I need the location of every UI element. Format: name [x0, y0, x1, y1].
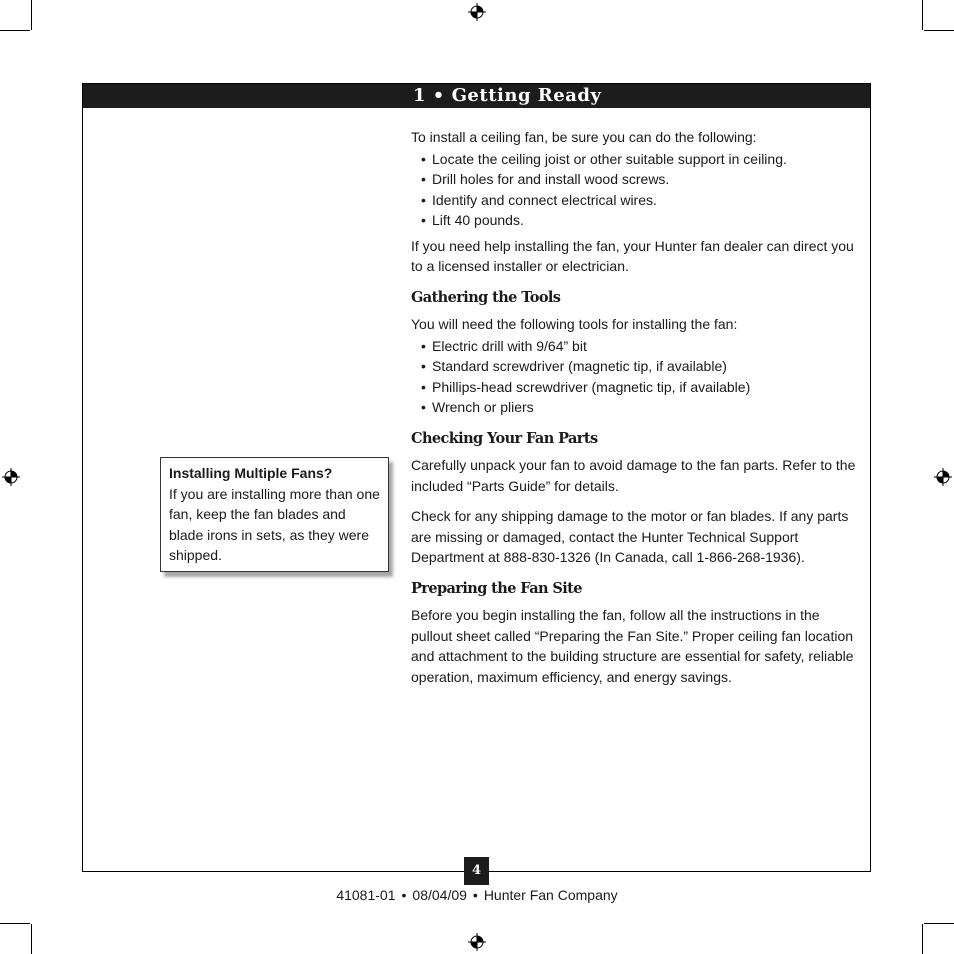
- registration-crosshair-icon: [468, 933, 486, 951]
- site-heading: Preparing the Fan Site: [411, 579, 582, 597]
- note-title: Installing Multiple Fans?: [169, 465, 333, 481]
- list-item: • Wrench or pliers: [411, 397, 861, 418]
- doc-date: 08/04/09: [412, 887, 467, 903]
- page-number: 4: [464, 857, 489, 885]
- parts-heading: Checking Your Fan Parts: [411, 429, 598, 447]
- crop-mark-icon: [31, 0, 32, 30]
- crop-mark-icon: [924, 923, 954, 924]
- intro-lead: To install a ceiling fan, be sure you can do the following:: [411, 129, 757, 145]
- tools-heading: Gathering the Tools: [411, 288, 561, 306]
- list-item: • Electric drill with 9/64” bit: [411, 336, 861, 357]
- crop-mark-icon: [922, 924, 923, 954]
- footer-separator: •: [401, 887, 407, 903]
- section-header-bar: [83, 84, 870, 108]
- site-paragraph: Before you begin installing the fan, follow all the instructions in the pullout sheet called “Preparing the Fan Site.” Proper ceiling fan location and attachment to the building structure are essential for safety, reliable operation, maximum efficiency, and energy savings.: [411, 607, 854, 685]
- footer-separator: •: [472, 887, 478, 903]
- list-item: • Standard screwdriver (magnetic tip, if available): [411, 356, 861, 377]
- doc-number: 41081-01: [336, 887, 396, 903]
- main-content: [411, 127, 861, 687]
- list-item: • Lift 40 pounds.: [411, 210, 861, 231]
- multiple-fans-note: [160, 457, 389, 572]
- intro-list: [411, 149, 861, 231]
- crop-mark-icon: [0, 923, 30, 924]
- company-name: Hunter Fan Company: [483, 887, 618, 903]
- crop-mark-icon: [31, 924, 32, 954]
- note-body: If you are installing more than one fan, keep the fan blades and blade irons in sets, as they were shipped.: [169, 485, 380, 563]
- intro-help: If you need help installing the fan, your Hunter fan dealer can direct you to a licensed installer or electrician.: [411, 237, 854, 274]
- tools-lead: You will need the following tools for installing the fan:: [411, 316, 738, 332]
- tools-list: [411, 336, 861, 418]
- registration-crosshair-icon: [934, 468, 952, 486]
- crop-mark-icon: [924, 30, 954, 31]
- footer: [0, 887, 954, 903]
- list-item: • Identify and connect electrical wires.: [411, 190, 861, 211]
- list-item: • Locate the ceiling joist or other suitable support in ceiling.: [411, 149, 861, 170]
- list-item: • Phillips-head screwdriver (magnetic tip, if available): [411, 377, 861, 398]
- crop-mark-icon: [0, 30, 30, 31]
- crop-mark-icon: [922, 0, 923, 30]
- list-item: • Drill holes for and install wood screws.: [411, 169, 861, 190]
- registration-crosshair-icon: [2, 468, 20, 486]
- section-title: 1 • Getting Ready: [413, 85, 602, 106]
- registration-crosshair-icon: [468, 3, 486, 21]
- parts-paragraph-2: Check for any shipping damage to the motor or fan blades. If any parts are missing or damaged, contact the Hunter Technical Support Department at 888-830-1326 (In Canada, call 1-866-268-1936).: [411, 508, 849, 565]
- parts-paragraph-1: Carefully unpack your fan to avoid damage to the fan parts. Refer to the included “Parts Guide” for details.: [411, 457, 856, 494]
